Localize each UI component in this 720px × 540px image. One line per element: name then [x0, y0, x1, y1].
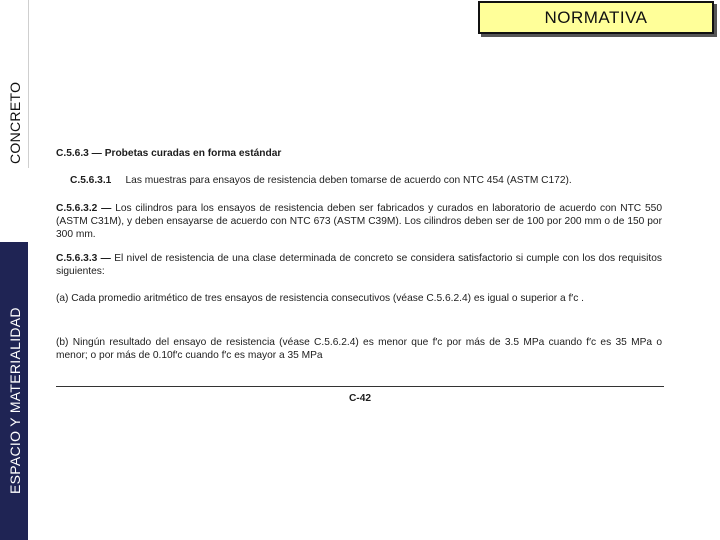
clause-text: Los cilindros para los ensayos de resistencia deben ser fabricados y curados en laboratorio de acuerdo con NTC 550 (ASTM C31M), y deben ensayarse de acuerdo con NTC 673 (ASTM C39M). Los cilindros deben ser de 100 por 200 mm o de 150 por 300 mm. [56, 203, 662, 240]
clause-5-6-3-1 [70, 174, 666, 187]
normativa-badge [478, 1, 714, 34]
clause-5-6-3-3 [56, 252, 662, 278]
requirement-b: (b) Ningún resultado del ensayo de resistencia (véase C.5.6.2.4) es menor que f′c por más de 3.5 MPa cuando f′c es 35 MPa o menor; o por más de 0.10f′c cuando f′c es mayor a 35 MPa [56, 337, 662, 361]
page-divider [56, 386, 664, 387]
page-number: C-42 [348, 393, 372, 404]
clause-text: El nivel de resistencia de una clase determinada de concreto se considera satisfactorio si cumple con los dos requisitos siguientes: [56, 253, 662, 277]
sidebar-label-concreto: CONCRETO [7, 81, 23, 164]
clause-number: C.5.6.3.2 — [56, 203, 112, 214]
clause-text: Las muestras para ensayos de resistencia deben tomarse de acuerdo con NTC 454 (ASTM C172). [125, 175, 572, 186]
badge-label: NORMATIVA [544, 7, 648, 27]
sidebar-bottom-panel [0, 242, 28, 540]
sidebar-top-panel [0, 0, 29, 168]
clause-number: C.5.6.3.1 [70, 175, 112, 186]
clause-number: C.5.6.3.3 — [56, 253, 111, 264]
requirement-a: (a) Cada promedio aritmético de tres ensayos de resistencia consecutivos (véase C.5.6.2.4) es igual o superior a f′c . [56, 293, 584, 304]
sidebar-label-espacio: ESPACIO Y MATERIALIDAD [7, 307, 23, 494]
section-title: C.5.6.3 — Probetas curadas en forma estándar [56, 148, 282, 159]
clause-5-6-3-2 [56, 202, 662, 241]
